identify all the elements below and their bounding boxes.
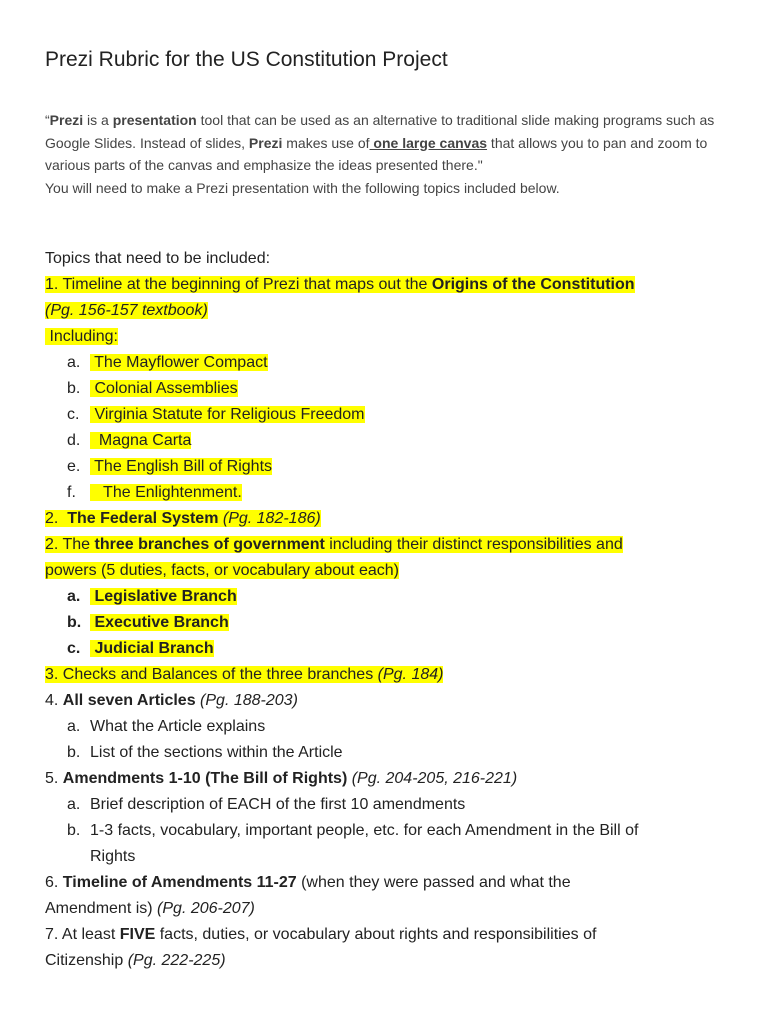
topic-2-branches xyxy=(45,532,745,558)
list-marker: d. xyxy=(67,432,81,449)
page-title: Prezi Rubric for the US Constitution Project xyxy=(45,48,448,71)
topic-1-bold: Origins of the Constitution xyxy=(431,276,635,293)
topic-1-including-line xyxy=(45,324,745,350)
topic-ref: (Pg. 184) xyxy=(377,666,444,683)
list-item-text: 1-3 facts, vocabulary, important people, etc. for each Amendment in the Bill of xyxy=(90,822,639,839)
including-label: Including: xyxy=(45,328,118,345)
term-presentation: presentation xyxy=(112,112,197,128)
intro-paragraph xyxy=(45,109,735,199)
list-item xyxy=(45,480,745,506)
topic-bold: All seven Articles xyxy=(62,692,196,709)
list-marker: e. xyxy=(67,458,81,475)
topic-line2: Amendment is) xyxy=(45,900,158,917)
list-item-text: Executive Branch xyxy=(90,614,229,631)
list-item-continuation: Rights xyxy=(90,848,136,865)
topic-line2: powers (5 duties, facts, or vocabulary about each) xyxy=(45,562,399,579)
topic-bold: Timeline of Amendments 11-27 xyxy=(62,874,297,891)
topic-pre: 3. Checks and Balances of the three branches xyxy=(45,666,378,683)
topic-3-text xyxy=(45,666,443,683)
topic-pre: 7. At least xyxy=(45,926,120,943)
topics-list xyxy=(45,246,745,974)
topic-7 xyxy=(45,922,745,948)
topic-1-text xyxy=(45,276,635,293)
list-item xyxy=(45,714,745,740)
list-item xyxy=(45,792,745,818)
topic-2-federal xyxy=(45,506,745,532)
list-item-text: What the Article explains xyxy=(90,718,266,735)
list-item-text: Colonial Assemblies xyxy=(90,380,238,397)
list-item xyxy=(45,402,745,428)
topic-2-federal-text xyxy=(45,510,321,527)
list-item xyxy=(45,740,745,766)
list-marker: a. xyxy=(67,354,81,371)
list-item-text: The Mayflower Compact xyxy=(90,354,268,371)
list-marker: b. xyxy=(67,822,81,839)
topic-1-ref: (Pg. 156-157 textbook) xyxy=(45,302,208,319)
topic-1-pre: 1. Timeline at the beginning of Prezi that maps out the xyxy=(45,276,432,293)
list-item xyxy=(45,584,745,610)
topic-bold: Amendments 1-10 (The Bill of Rights) xyxy=(62,770,348,787)
open-quote: “ xyxy=(45,112,50,128)
list-item-text: Virginia Statute for Religious Freedom xyxy=(90,406,365,423)
topic-1-ref-line xyxy=(45,298,745,324)
topic-pre: 6. xyxy=(45,874,63,891)
instruction-line: You will need to make a Prezi presentation with the following topics included below. xyxy=(45,179,560,196)
topic-ref: (Pg. 222-225) xyxy=(127,952,226,969)
list-item-text: The English Bill of Rights xyxy=(90,458,273,475)
list-item xyxy=(45,818,745,844)
topic-post: including their distinct responsibilities and xyxy=(324,536,623,553)
list-item xyxy=(45,610,745,636)
list-item-text: The Enlightenment. xyxy=(90,484,242,501)
list-marker: c. xyxy=(67,406,80,423)
list-marker: a. xyxy=(67,796,81,813)
intro-text: makes use of xyxy=(282,134,370,151)
list-marker: c. xyxy=(67,640,81,657)
list-item-text: Brief description of EACH of the first 10 amendments xyxy=(90,796,466,813)
topic-bold: FIVE xyxy=(119,926,156,943)
topic-pre: 2. The xyxy=(45,536,95,553)
topic-6-line2 xyxy=(45,896,745,922)
list-item-text: Judicial Branch xyxy=(90,640,214,657)
topic-6 xyxy=(45,870,745,896)
list-item-text: Magna Carta xyxy=(90,432,192,449)
topic-number: 2. xyxy=(45,510,63,527)
intro-text: that allows you to pan and zoom to various parts of the canvas and emphasize the ideas presented there." xyxy=(45,134,708,173)
topic-post: (when they were passed and what the xyxy=(296,874,571,891)
list-marker: b. xyxy=(67,614,82,631)
topic-7-line2 xyxy=(45,948,745,974)
topic-ref: (Pg. 182-186) xyxy=(218,510,321,527)
term-prezi: Prezi xyxy=(248,134,283,151)
list-item xyxy=(45,350,745,376)
topic-post: facts, duties, or vocabulary about rights and responsibilities of xyxy=(155,926,597,943)
topic-line2: Citizenship xyxy=(45,952,128,969)
list-marker: a. xyxy=(67,718,81,735)
list-marker: b. xyxy=(67,744,81,761)
topic-pre: 4. xyxy=(45,692,63,709)
topic-4 xyxy=(45,688,745,714)
term-one-large-canvas: one large canvas xyxy=(369,134,488,151)
topic-pre: 5. xyxy=(45,770,63,787)
list-item xyxy=(45,454,745,480)
topic-1 xyxy=(45,272,745,298)
list-marker: a. xyxy=(67,588,81,605)
topics-heading: Topics that need to be included: xyxy=(45,250,271,267)
list-item xyxy=(45,636,745,662)
list-item-text: List of the sections within the Article xyxy=(90,744,343,761)
topic-3 xyxy=(45,662,745,688)
intro-text: is a xyxy=(83,112,113,128)
list-item-text: Legislative Branch xyxy=(90,588,237,605)
list-marker: b. xyxy=(67,380,81,397)
prezi-definition xyxy=(45,109,735,177)
topic-5 xyxy=(45,766,745,792)
topic-bold: The Federal System xyxy=(62,510,219,527)
topic-2-branches-line2 xyxy=(45,558,745,584)
topic-ref: (Pg. 204-205, 216-221) xyxy=(347,770,518,787)
topic-ref: (Pg. 206-207) xyxy=(157,900,255,917)
topic-2-branches-text xyxy=(45,536,623,553)
topic-bold: three branches of government xyxy=(94,536,325,553)
topic-ref: (Pg. 188-203) xyxy=(195,692,298,709)
intro-text: tool that can be used as an alternative to traditional slide making programs such as Google Slides. Instead of slides, xyxy=(45,112,715,151)
term-prezi: Prezi xyxy=(49,112,84,128)
list-item xyxy=(45,428,745,454)
list-item xyxy=(45,376,745,402)
list-marker: f. xyxy=(67,484,76,501)
